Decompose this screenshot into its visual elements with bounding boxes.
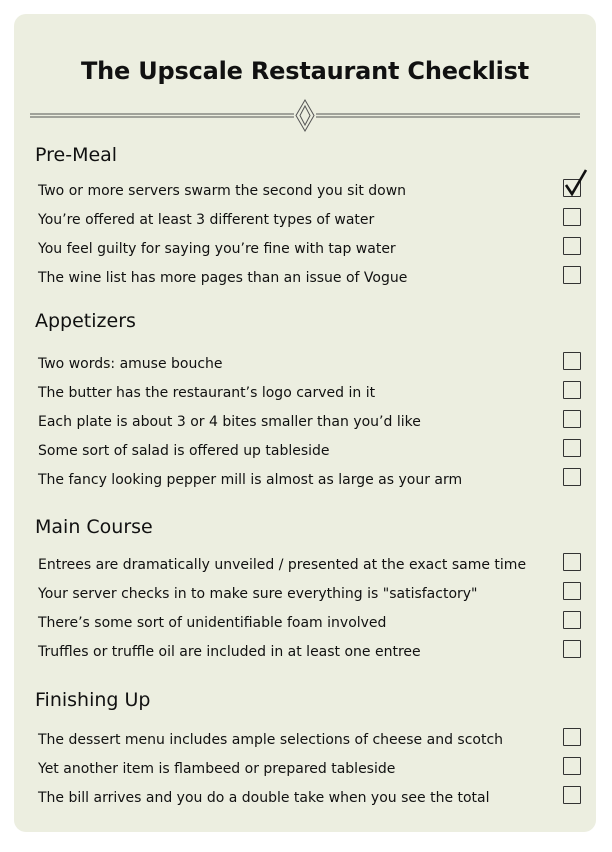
item-label: The butter has the restaurant’s logo carved in it — [38, 385, 376, 401]
item-checkbox[interactable] — [563, 553, 581, 571]
item-label: Entrees are dramatically unveiled / presented at the exact same time — [38, 557, 527, 573]
item-checkbox[interactable] — [563, 757, 581, 775]
section-heading: Appetizers — [35, 310, 136, 332]
page-title: The Upscale Restaurant Checklist — [80, 57, 530, 85]
checklist-card — [14, 14, 596, 832]
item-checkbox[interactable] — [563, 352, 581, 370]
item-label: Your server checks in to make sure everything is "satisfactory" — [38, 586, 478, 602]
item-label: The fancy looking pepper mill is almost as large as your arm — [38, 472, 463, 488]
checklist-item — [14, 239, 596, 265]
item-checkbox[interactable] — [563, 266, 581, 284]
checklist-item — [14, 788, 596, 814]
item-checkbox[interactable] — [563, 410, 581, 428]
checklist-item — [14, 759, 596, 785]
checklist-item — [14, 584, 596, 610]
item-checkbox[interactable] — [563, 640, 581, 658]
item-label: The wine list has more pages than an issue of Vogue — [38, 270, 408, 286]
item-label: Two or more servers swarm the second you sit down — [38, 183, 407, 199]
item-label: There’s some sort of unidentifiable foam involved — [38, 615, 387, 631]
checklist-item — [14, 555, 596, 581]
checkmark-icon — [562, 168, 588, 198]
item-label: Two words: amuse bouche — [38, 356, 223, 372]
checklist-item — [14, 181, 596, 207]
item-label: Yet another item is flambeed or prepared tableside — [38, 761, 396, 777]
ornamental-divider — [30, 98, 580, 134]
item-checkbox[interactable] — [563, 786, 581, 804]
section-heading: Finishing Up — [35, 689, 151, 711]
checklist-item — [14, 210, 596, 236]
checklist-item — [14, 470, 596, 496]
item-checkbox[interactable] — [563, 381, 581, 399]
item-checkbox[interactable] — [563, 439, 581, 457]
section-heading: Pre-Meal — [35, 144, 118, 166]
item-label: The dessert menu includes ample selections of cheese and scotch — [38, 732, 504, 748]
item-checkbox[interactable] — [563, 582, 581, 600]
item-label: You feel guilty for saying you’re fine with tap water — [38, 241, 396, 257]
item-checkbox[interactable] — [563, 179, 581, 197]
section-heading: Main Course — [35, 516, 153, 538]
item-checkbox[interactable] — [563, 208, 581, 226]
item-label: You’re offered at least 3 different types of water — [38, 212, 375, 228]
item-checkbox[interactable] — [563, 468, 581, 486]
checklist-item — [14, 383, 596, 409]
item-label: Truffles or truffle oil are included in at least one entree — [38, 644, 421, 660]
item-checkbox[interactable] — [563, 237, 581, 255]
item-checkbox[interactable] — [563, 728, 581, 746]
checklist-item — [14, 354, 596, 380]
checklist-item — [14, 441, 596, 467]
checklist-item — [14, 268, 596, 294]
item-checkbox[interactable] — [563, 611, 581, 629]
checklist-item — [14, 613, 596, 639]
checklist-item — [14, 412, 596, 438]
item-label: Some sort of salad is offered up tableside — [38, 443, 330, 459]
item-label: The bill arrives and you do a double take when you see the total — [38, 790, 490, 806]
checklist-item — [14, 642, 596, 668]
checklist-item — [14, 730, 596, 756]
item-label: Each plate is about 3 or 4 bites smaller than you’d like — [38, 414, 421, 430]
